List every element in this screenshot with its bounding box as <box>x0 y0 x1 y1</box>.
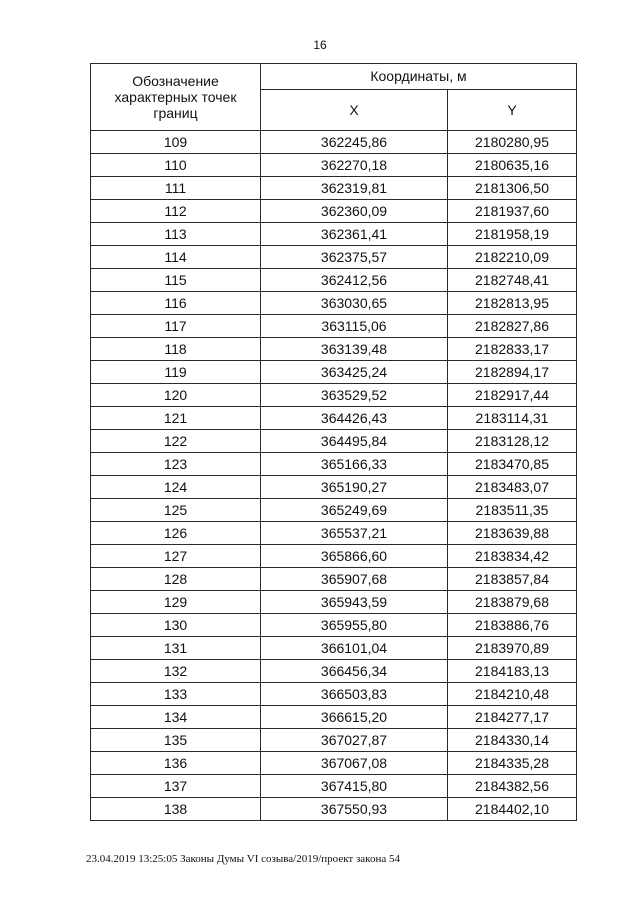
y-header: Y <box>448 89 577 130</box>
x-coordinate-cell: 365866,60 <box>261 545 448 568</box>
point-cell: 117 <box>91 315 261 338</box>
table-row <box>91 798 577 821</box>
y-coordinate-cell: 2184183,13 <box>448 660 577 683</box>
x-coordinate-cell: 367027,87 <box>261 729 448 752</box>
point-cell: 124 <box>91 476 261 499</box>
y-coordinate-cell: 2181937,60 <box>448 200 577 223</box>
point-cell: 130 <box>91 614 261 637</box>
y-coordinate-cell: 2183114,31 <box>448 407 577 430</box>
x-coordinate-cell: 365907,68 <box>261 568 448 591</box>
point-cell: 119 <box>91 361 261 384</box>
point-cell: 114 <box>91 246 261 269</box>
x-coordinate-cell: 366503,83 <box>261 683 448 706</box>
table-row <box>91 361 577 384</box>
y-coordinate-cell: 2182748,41 <box>448 269 577 292</box>
point-cell: 115 <box>91 269 261 292</box>
table-row <box>91 177 577 200</box>
y-coordinate-cell: 2184402,10 <box>448 798 577 821</box>
table-row <box>91 407 577 430</box>
x-coordinate-cell: 366101,04 <box>261 637 448 660</box>
table-row <box>91 660 577 683</box>
point-cell: 131 <box>91 637 261 660</box>
x-coordinate-cell: 365955,80 <box>261 614 448 637</box>
table-row <box>91 154 577 177</box>
point-cell: 109 <box>91 131 261 154</box>
point-cell: 111 <box>91 177 261 200</box>
table-row <box>91 545 577 568</box>
table-row <box>91 453 577 476</box>
table-row <box>91 338 577 361</box>
y-coordinate-cell: 2182813,95 <box>448 292 577 315</box>
x-coordinate-cell: 365249,69 <box>261 499 448 522</box>
coordinates-header: Координаты, м <box>261 64 577 90</box>
x-coordinate-cell: 362375,57 <box>261 246 448 269</box>
x-coordinate-cell: 362270,18 <box>261 154 448 177</box>
table-row <box>91 200 577 223</box>
table-row <box>91 246 577 269</box>
table-row <box>91 384 577 407</box>
x-coordinate-cell: 362245,86 <box>261 131 448 154</box>
y-coordinate-cell: 2184210,48 <box>448 683 577 706</box>
table-row <box>91 729 577 752</box>
y-coordinate-cell: 2184335,28 <box>448 752 577 775</box>
x-coordinate-cell: 366456,34 <box>261 660 448 683</box>
x-coordinate-cell: 365166,33 <box>261 453 448 476</box>
table-row <box>91 775 577 798</box>
x-coordinate-cell: 363115,06 <box>261 315 448 338</box>
point-cell: 127 <box>91 545 261 568</box>
table-row <box>91 223 577 246</box>
y-coordinate-cell: 2183834,42 <box>448 545 577 568</box>
x-coordinate-cell: 365943,59 <box>261 591 448 614</box>
y-coordinate-cell: 2180635,16 <box>448 154 577 177</box>
x-coordinate-cell: 362412,56 <box>261 269 448 292</box>
point-cell: 113 <box>91 223 261 246</box>
point-cell: 136 <box>91 752 261 775</box>
table-row <box>91 292 577 315</box>
table-row <box>91 752 577 775</box>
x-coordinate-cell: 367550,93 <box>261 798 448 821</box>
y-coordinate-cell: 2184382,56 <box>448 775 577 798</box>
y-coordinate-cell: 2183886,76 <box>448 614 577 637</box>
point-cell: 120 <box>91 384 261 407</box>
x-coordinate-cell: 365190,27 <box>261 476 448 499</box>
y-coordinate-cell: 2183857,84 <box>448 568 577 591</box>
x-coordinate-cell: 367067,08 <box>261 752 448 775</box>
point-designation-header: Обозначение характерных точек границ <box>91 64 261 131</box>
point-cell: 135 <box>91 729 261 752</box>
x-coordinate-cell: 367415,80 <box>261 775 448 798</box>
y-coordinate-cell: 2184330,14 <box>448 729 577 752</box>
y-coordinate-cell: 2183639,88 <box>448 522 577 545</box>
y-coordinate-cell: 2184277,17 <box>448 706 577 729</box>
point-cell: 118 <box>91 338 261 361</box>
point-cell: 112 <box>91 200 261 223</box>
point-cell: 110 <box>91 154 261 177</box>
y-coordinate-cell: 2180280,95 <box>448 131 577 154</box>
point-cell: 121 <box>91 407 261 430</box>
point-cell: 138 <box>91 798 261 821</box>
x-coordinate-cell: 363139,48 <box>261 338 448 361</box>
point-cell: 133 <box>91 683 261 706</box>
x-coordinate-cell: 363030,65 <box>261 292 448 315</box>
x-coordinate-cell: 363425,24 <box>261 361 448 384</box>
x-coordinate-cell: 362319,81 <box>261 177 448 200</box>
point-cell: 132 <box>91 660 261 683</box>
x-coordinate-cell: 363529,52 <box>261 384 448 407</box>
y-coordinate-cell: 2183879,68 <box>448 591 577 614</box>
y-coordinate-cell: 2182210,09 <box>448 246 577 269</box>
y-coordinate-cell: 2183970,89 <box>448 637 577 660</box>
x-coordinate-cell: 364426,43 <box>261 407 448 430</box>
x-coordinate-cell: 362360,09 <box>261 200 448 223</box>
table-row <box>91 522 577 545</box>
y-coordinate-cell: 2182894,17 <box>448 361 577 384</box>
y-coordinate-cell: 2183511,35 <box>448 499 577 522</box>
point-cell: 123 <box>91 453 261 476</box>
point-cell: 125 <box>91 499 261 522</box>
table-row <box>91 315 577 338</box>
table-row <box>91 614 577 637</box>
page-number: 16 <box>313 38 327 52</box>
x-coordinate-cell: 362361,41 <box>261 223 448 246</box>
x-coordinate-cell: 365537,21 <box>261 522 448 545</box>
point-cell: 126 <box>91 522 261 545</box>
document-footer: 23.04.2019 13:25:05 Законы Думы VI созыва/2019/проект закона 54 <box>86 853 400 865</box>
table-row <box>91 476 577 499</box>
x-coordinate-cell: 364495,84 <box>261 430 448 453</box>
x-header: X <box>261 89 448 130</box>
y-coordinate-cell: 2181958,19 <box>448 223 577 246</box>
table-body <box>91 131 577 821</box>
y-coordinate-cell: 2183470,85 <box>448 453 577 476</box>
table-row <box>91 430 577 453</box>
table-row <box>91 568 577 591</box>
y-coordinate-cell: 2182917,44 <box>448 384 577 407</box>
point-cell: 122 <box>91 430 261 453</box>
point-cell: 134 <box>91 706 261 729</box>
point-cell: 129 <box>91 591 261 614</box>
y-coordinate-cell: 2181306,50 <box>448 177 577 200</box>
table-row <box>91 131 577 154</box>
table-row <box>91 499 577 522</box>
table-row <box>91 683 577 706</box>
table-row <box>91 637 577 660</box>
point-cell: 116 <box>91 292 261 315</box>
point-cell: 128 <box>91 568 261 591</box>
y-coordinate-cell: 2183128,12 <box>448 430 577 453</box>
x-coordinate-cell: 366615,20 <box>261 706 448 729</box>
coordinates-table <box>90 63 577 821</box>
y-coordinate-cell: 2182833,17 <box>448 338 577 361</box>
table-row <box>91 706 577 729</box>
y-coordinate-cell: 2182827,86 <box>448 315 577 338</box>
y-coordinate-cell: 2183483,07 <box>448 476 577 499</box>
table-row <box>91 269 577 292</box>
point-cell: 137 <box>91 775 261 798</box>
table-row <box>91 591 577 614</box>
